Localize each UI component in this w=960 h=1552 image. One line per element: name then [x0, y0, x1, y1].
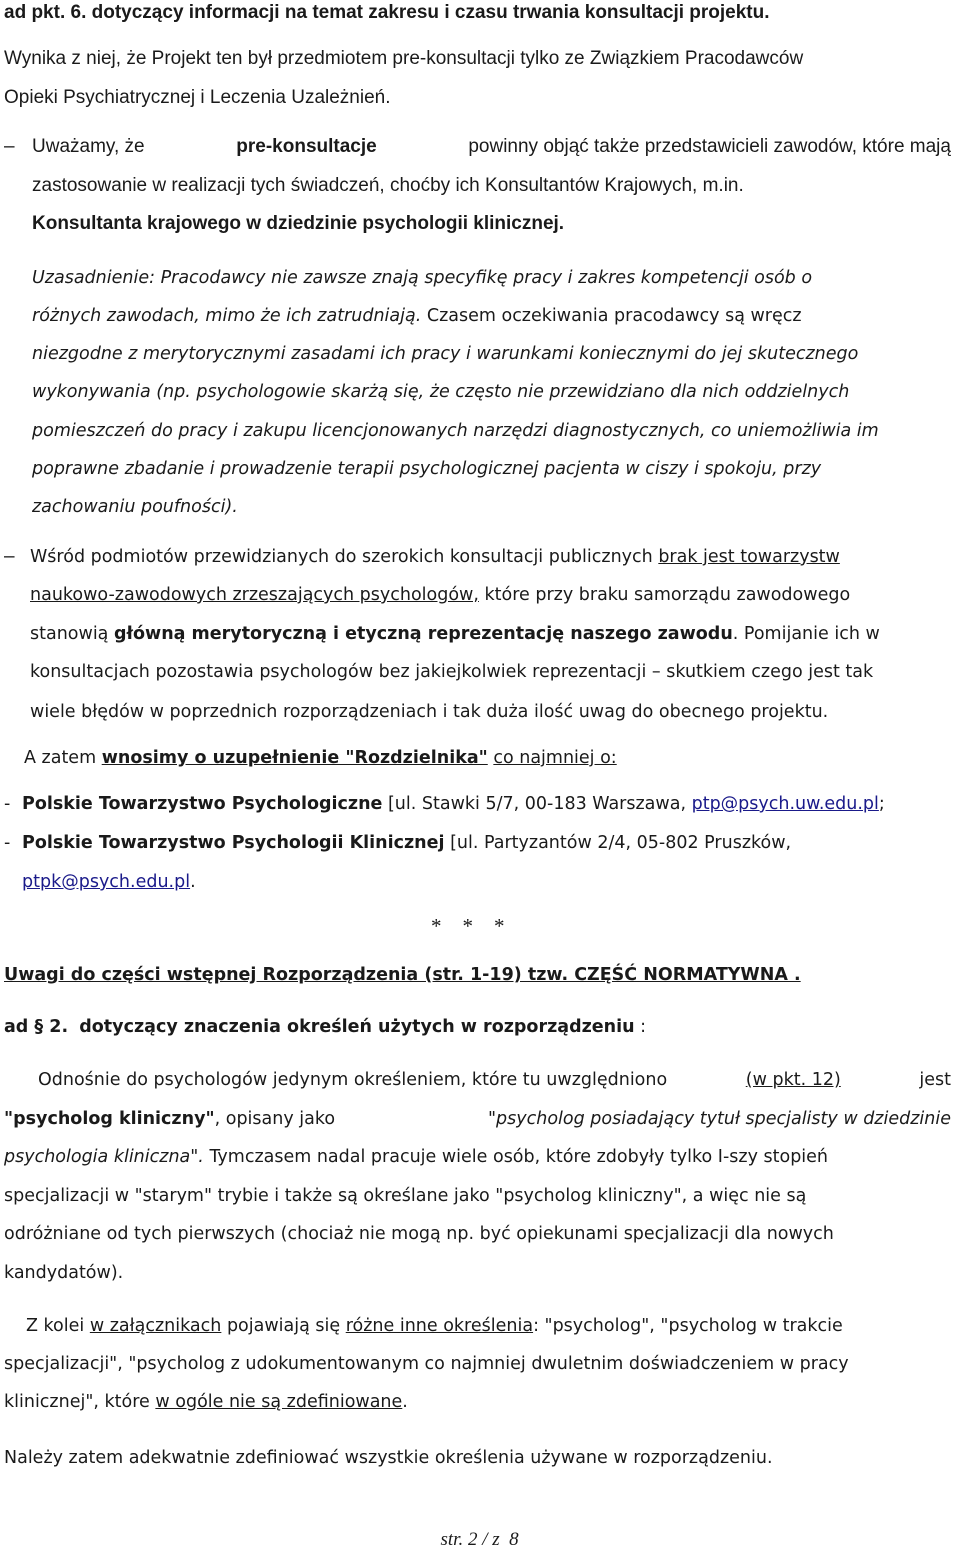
section-title: Uwagi do części wstępnej Rozporządzenia (str. 1-19) tzw. CZĘŚĆ NORMATYWNA . [4, 965, 801, 985]
paragraph-line: Wynika z niej, że Projekt ten był przedmiotem pre-konsultacji tylko ze Związkiem Pracodawców [4, 48, 804, 69]
list-item-continued: ptpk@psych.edu.pl. [22, 872, 196, 892]
bullet-line: stanowią główną merytoryczną i etyczną reprezentację naszego zawodu. Pomijanie ich w [30, 624, 880, 644]
conclusion: Należy zatem adekwatnie zdefiniować wszystkie określenia używane w rozporządzeniu. [4, 1448, 773, 1468]
paragraph-line: Opieki Psychiatrycznej i Leczenia Uzależnień. [4, 87, 391, 108]
email-link[interactable]: ptp@psych.uw.edu.pl [691, 794, 879, 814]
justification-line: niezgodne z merytorycznymi zasadami ich pracy i warunkami koniecznymi do jej skutecznego [32, 344, 859, 364]
justification-line: zachowaniu poufności). [32, 497, 238, 517]
paragraph-line: Z kolei w załącznikach pojawiają się różne inne określenia: "psycholog", "psycholog w trakcie [26, 1316, 843, 1336]
paragraph-line: Odnośnie do psychologów jedynym określeniem, które tu uwzględniono (w pkt. 12) jest [38, 1070, 951, 1090]
bullet-line: Konsultanta krajowego w dziedzinie psychologii klinicznej. [32, 213, 565, 234]
ad2-heading: ad § 2. dotyczący znaczenia określeń użytych w rozporządzeniu : [4, 1017, 647, 1037]
request-line: A zatem wnosimy o uzupełnienie "Rozdzielnika" co najmniej o: [24, 748, 617, 768]
justification-line: pomieszczeń do pracy i zakupu licencjonowanych narzędzi diagnostycznych, co uniemożliwia im [32, 421, 879, 441]
paragraph-line: klinicznej", które w ogóle nie są zdefiniowane. [4, 1392, 408, 1412]
separator: * * * [431, 914, 505, 938]
bullet-dash: – [4, 136, 15, 157]
paragraph-line: "psycholog kliniczny", opisany jako "psycholog posiadający tytuł specjalisty w dziedzinie [4, 1109, 951, 1129]
justification-line: poprawne zbadanie i prowadzenie terapii psychologicznej pacjenta w ciszy i spokoju, przy [32, 459, 822, 479]
justification-line: wykonywania (np. psychologowie skarżą się, że często nie przewidziano dla nich oddzielnych [32, 382, 850, 402]
justification-line: Uzasadnienie: Pracodawcy nie zawsze znają specyfikę pracy i zakres kompetencji osób o [32, 268, 813, 288]
paragraph-line: psychologia kliniczna". Tymczasem nadal pracuje wiele osób, które zdobyły tylko I-szy stopień [4, 1147, 829, 1167]
paragraph-line: odróżniane od tych pierwszych (chociaż nie mogą np. być opiekunami specjalizacji dla nowych [4, 1224, 834, 1244]
bullet-line: konsultacjach pozostawia psychologów bez jakiejkolwiek reprezentacji – skutkiem czego jest tak [30, 662, 874, 682]
bullet-line: naukowo-zawodowych zrzeszających psychologów, które przy braku samorządu zawodowego [30, 585, 851, 605]
paragraph-line: kandydatów). [4, 1263, 124, 1283]
page-number: str. 2 / z 8 [440, 1529, 519, 1550]
bullet-line: zastosowanie w realizacji tych świadczeń, choćby ich Konsultantów Krajowych, m.in. [32, 175, 744, 196]
email-link[interactable]: ptpk@psych.edu.pl [22, 872, 191, 892]
bullet-line: wiele błędów w poprzednich rozporządzeniach i tak duża ilość uwag do obecnego projektu. [30, 702, 829, 722]
bullet-line: Uważamy, że pre-konsultacje powinny objąć także przedstawicieli zawodów, które mają [32, 136, 951, 157]
section-heading-pkt6: ad pkt. 6. dotyczący informacji na temat zakresu i czasu trwania konsultacji projektu. [4, 2, 770, 23]
bullet-line: Wśród podmiotów przewidzianych do szerokich konsultacji publicznych brak jest towarzystw [30, 547, 840, 567]
bullet-dash: – [4, 546, 15, 567]
paragraph-line: specjalizacji w "starym" trybie i także są określane jako "psycholog kliniczny", a więc nie są [4, 1186, 807, 1206]
list-item: - Polskie Towarzystwo Psychologiczne [ul. Stawki 5/7, 00-183 Warszawa, ptp@psych.uw.edu.pl; [4, 794, 885, 814]
list-item: - Polskie Towarzystwo Psychologii Klinicznej [ul. Partyzantów 2/4, 05-802 Pruszków, [4, 833, 792, 853]
paragraph-line: specjalizacji", "psycholog z udokumentowanym co najmniej dwuletnim doświadczeniem w pracy [4, 1354, 849, 1374]
justification-line: różnych zawodach, mimo że ich zatrudniają. Czasem oczekiwania pracodawcy są wręcz [32, 306, 802, 326]
